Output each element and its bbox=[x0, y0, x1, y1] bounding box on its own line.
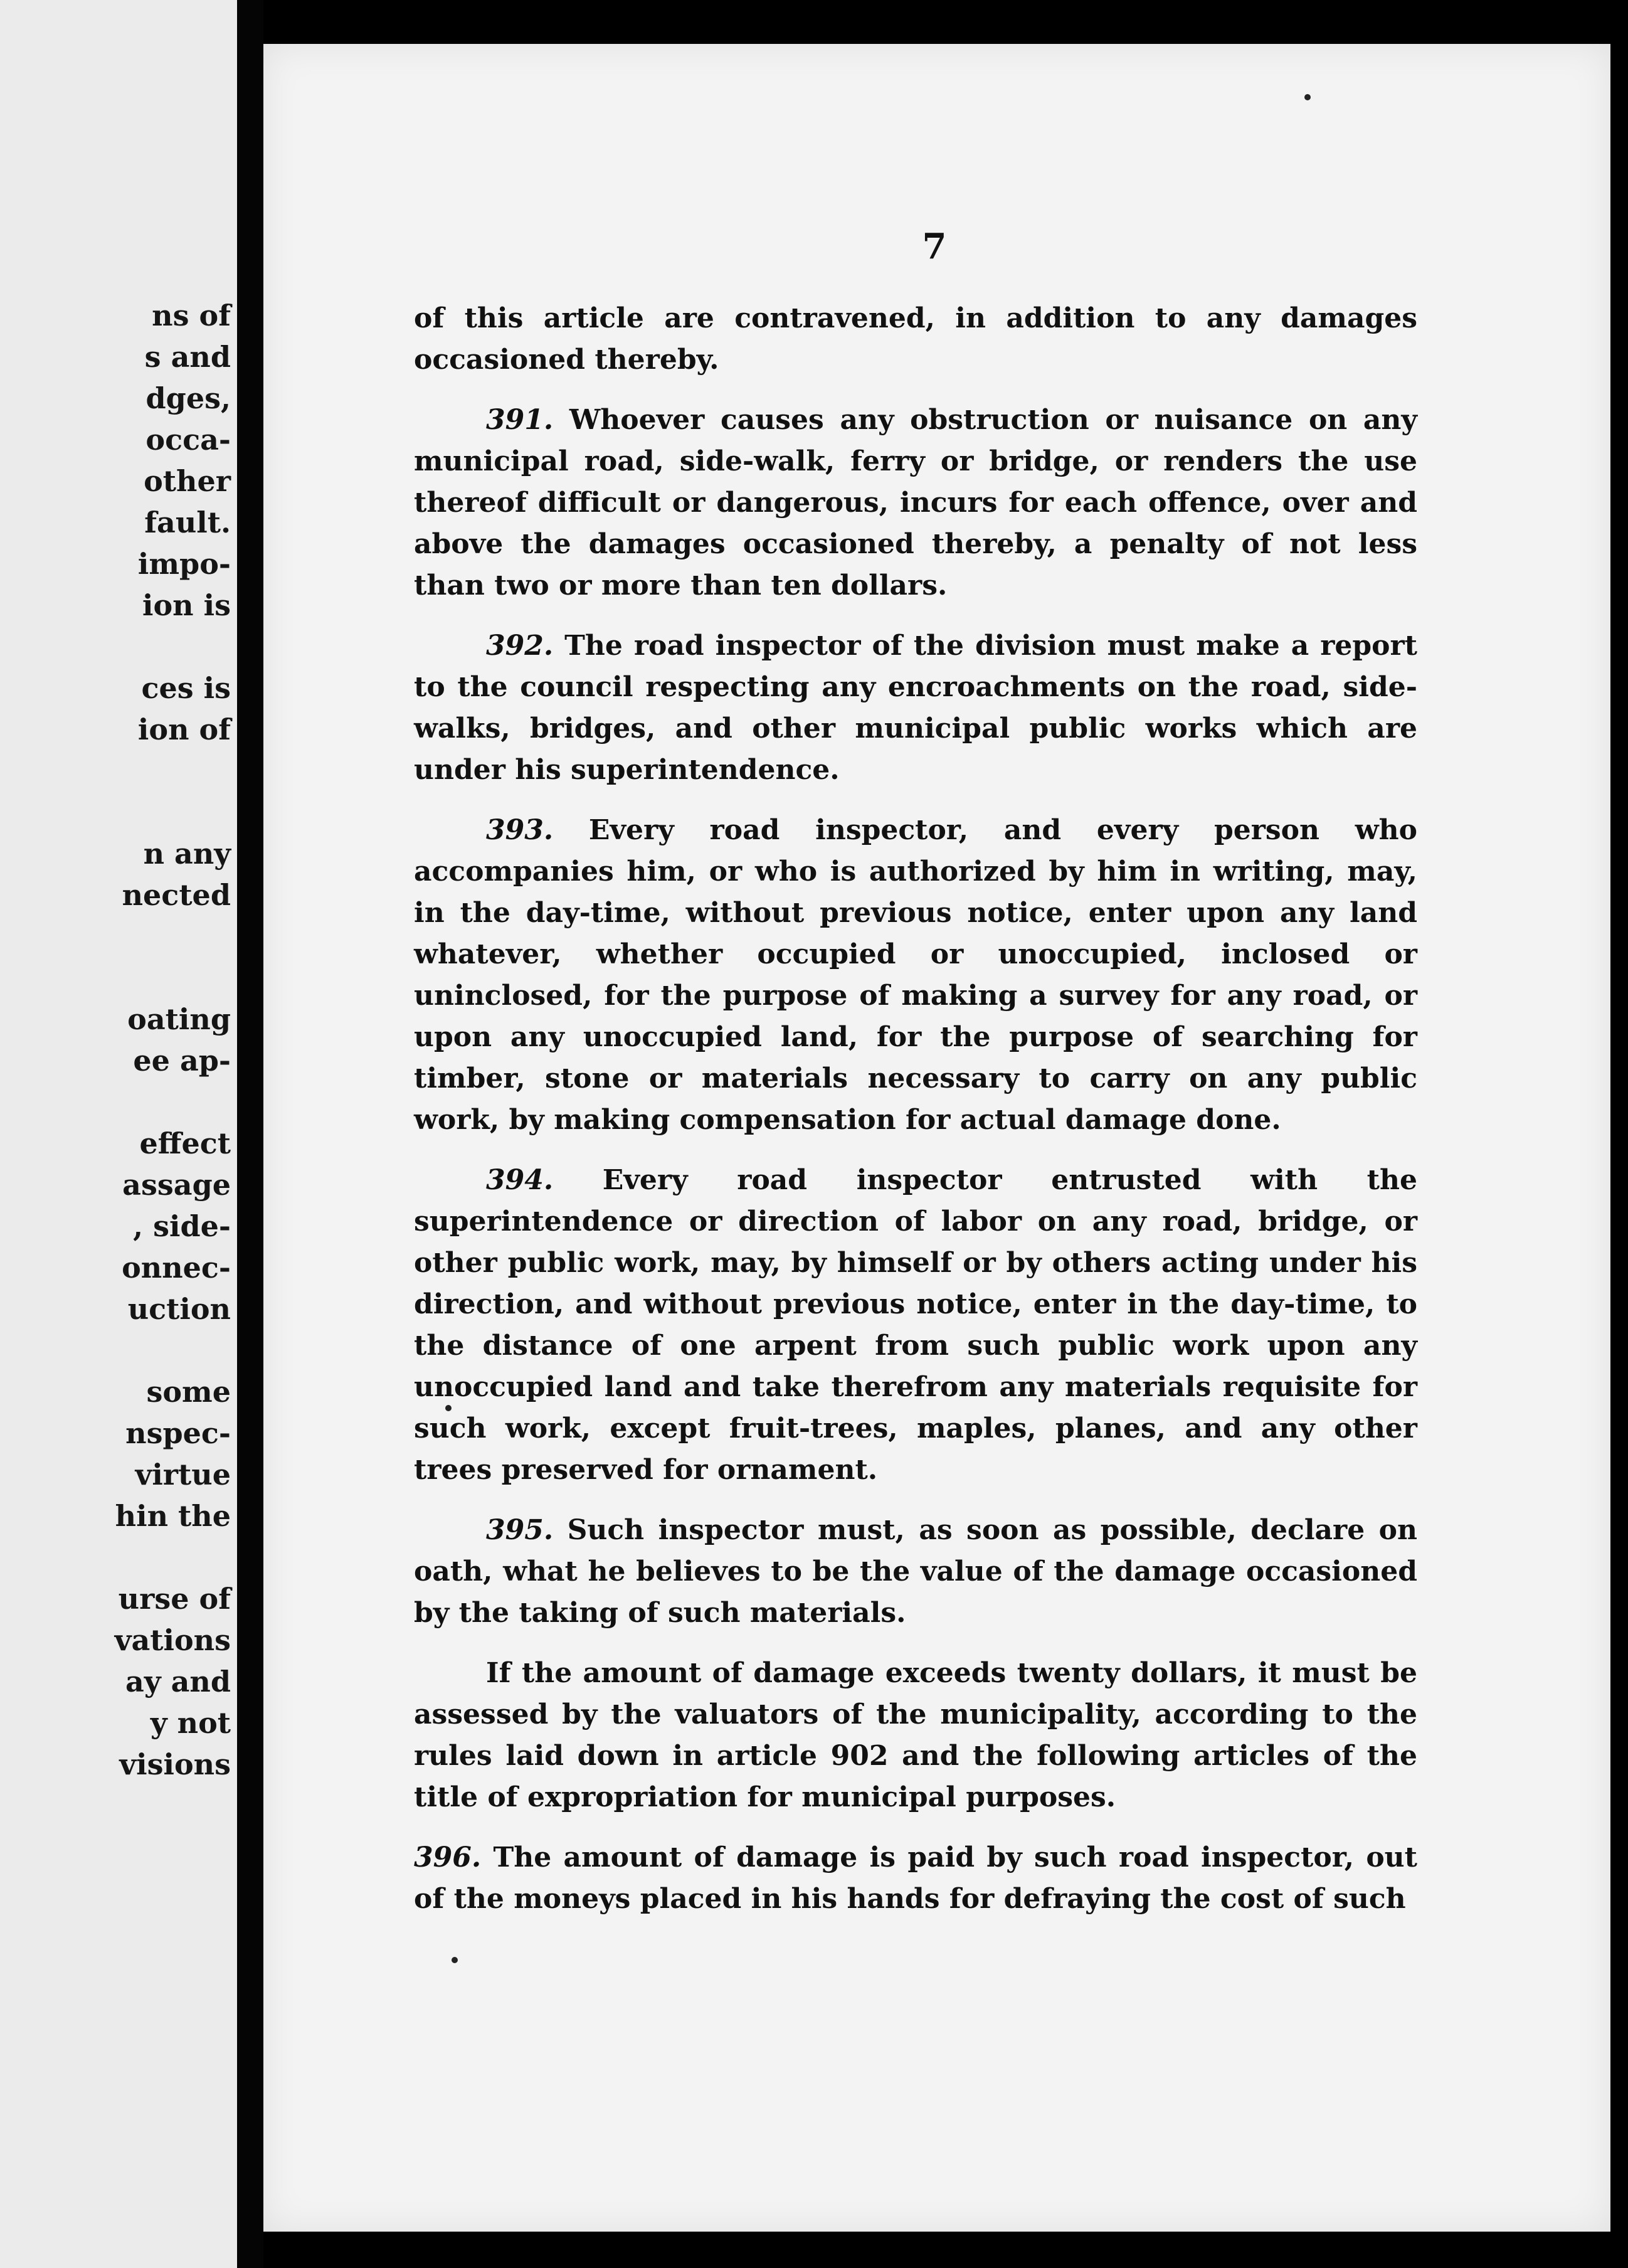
previous-page-line: occa- bbox=[145, 423, 231, 457]
article-395-continued bbox=[414, 1653, 1417, 1818]
page-number: 7 bbox=[922, 226, 947, 267]
ink-speck bbox=[445, 1405, 452, 1411]
previous-page-line: n any bbox=[143, 837, 231, 871]
previous-page-line: ay and bbox=[125, 1665, 231, 1698]
paragraph-text: Every road inspector, and every person who accompanies him, or who is authorized by him in writing, may, in the day-time, without previous notice, enter upon any land whatever, whether occupied or unoccupied, inclosed or uninclosed, for the purpose of making a survey for any road, or upon any unoccupied land, for the purpose of searching for timber, stone or materials necessary to carry on any public work, by making compensation for actual damage done. bbox=[414, 814, 1417, 1136]
paragraph-text: Such inspector must, as soon as possible, declare on oath, what he believes to be the value of the damage occasioned by the taking of such materials. bbox=[414, 1514, 1417, 1629]
paragraph-text: of this article are contravened, in addition to any damages occasioned thereby. bbox=[414, 302, 1417, 376]
previous-page-line: y not bbox=[150, 1706, 231, 1740]
previous-page-line bbox=[5, 1081, 231, 1123]
previous-page-line bbox=[5, 1330, 231, 1371]
previous-page-line: assage bbox=[122, 1168, 231, 1202]
previous-page-line: onnec- bbox=[122, 1251, 231, 1285]
previous-page-line: other bbox=[144, 464, 231, 498]
paragraph-text: The amount of damage is paid by such road inspector, out of the moneys placed in his hands for defraying the cost of such bbox=[414, 1841, 1417, 1915]
previous-page-line: vations bbox=[114, 1623, 231, 1657]
article-394 bbox=[414, 1160, 1417, 1491]
article-number: 392. bbox=[486, 630, 554, 662]
article-396 bbox=[414, 1837, 1417, 1920]
ink-speck bbox=[452, 1957, 458, 1963]
previous-page-line bbox=[5, 1537, 231, 1578]
book-gutter bbox=[237, 0, 263, 2268]
previous-page-line bbox=[5, 957, 231, 999]
previous-page-line bbox=[5, 750, 231, 792]
article-number: 395. bbox=[486, 1514, 554, 1546]
previous-page-line: ion of bbox=[137, 713, 231, 746]
page-body bbox=[414, 298, 1417, 1939]
article-number: 393. bbox=[486, 814, 554, 846]
article-number: 394. bbox=[486, 1164, 554, 1196]
previous-page-line: urse of bbox=[118, 1582, 231, 1616]
previous-page-line: effect bbox=[139, 1126, 231, 1160]
article-395 bbox=[414, 1510, 1417, 1634]
previous-page-line: impo- bbox=[137, 547, 231, 581]
ink-speck bbox=[1304, 94, 1311, 100]
previous-page-line: nected bbox=[122, 878, 231, 912]
previous-page-line: , side- bbox=[133, 1209, 231, 1243]
previous-page-line bbox=[5, 916, 231, 957]
article-392 bbox=[414, 625, 1417, 791]
previous-page-line: hin the bbox=[115, 1499, 231, 1533]
previous-page-fragment bbox=[0, 0, 237, 2268]
previous-page-line: ee ap- bbox=[133, 1044, 231, 1078]
previous-page-line: virtue bbox=[135, 1458, 231, 1492]
previous-page-line bbox=[5, 792, 231, 833]
previous-page-line: oating bbox=[127, 1002, 231, 1036]
paragraph-text: The road inspector of the division must make a report to the council respecting any encroachments on the road, side-walks, bridges, and other municipal public works which are under his superintendence. bbox=[414, 630, 1417, 786]
paragraph-continuation bbox=[414, 298, 1417, 381]
paragraph-text: Whoever causes any obstruction or nuisance on any municipal road, side-walk, ferry or bridge, or renders the use thereof difficult or dangerous, incurs for each offence, over and above the damages occasioned thereby, a penalty of not less than two or more than ten dollars. bbox=[414, 404, 1417, 601]
previous-page-line: uction bbox=[127, 1292, 231, 1326]
previous-page-line: visions bbox=[119, 1747, 231, 1781]
paragraph-text: Every road inspector entrusted with the superintendence or direction of labor on any road, bridge, or other public work, may, by himself or by others acting under his direction, and without previous notice, enter in the day-time, to the distance of one arpent from such public work upon any unoccupied land and take therefrom any materials requisite for such work, except fruit-trees, maples, planes, and any other trees preserved for ornament. bbox=[414, 1164, 1417, 1486]
paragraph-text: If the amount of damage exceeds twenty dollars, it must be assessed by the valuators of the municipality, according to the rules laid down in article 902 and the following articles of the title of expropriation for municipal purposes. bbox=[414, 1657, 1417, 1813]
document-page bbox=[263, 44, 1610, 2232]
previous-page-line: s and bbox=[144, 340, 231, 374]
previous-page-line: nspec- bbox=[125, 1416, 231, 1450]
previous-page-line bbox=[5, 626, 231, 667]
article-391 bbox=[414, 400, 1417, 607]
article-number: 396. bbox=[414, 1841, 482, 1873]
article-number: 391. bbox=[486, 404, 554, 436]
previous-page-line: fault. bbox=[144, 506, 231, 539]
previous-page-line: ces is bbox=[141, 671, 231, 705]
previous-page-line: dges, bbox=[145, 381, 231, 415]
previous-page-line: ion is bbox=[142, 588, 231, 622]
article-393 bbox=[414, 810, 1417, 1141]
previous-page-line: ns of bbox=[152, 299, 231, 332]
previous-page-text bbox=[5, 295, 231, 1785]
previous-page-line: some bbox=[146, 1375, 231, 1409]
